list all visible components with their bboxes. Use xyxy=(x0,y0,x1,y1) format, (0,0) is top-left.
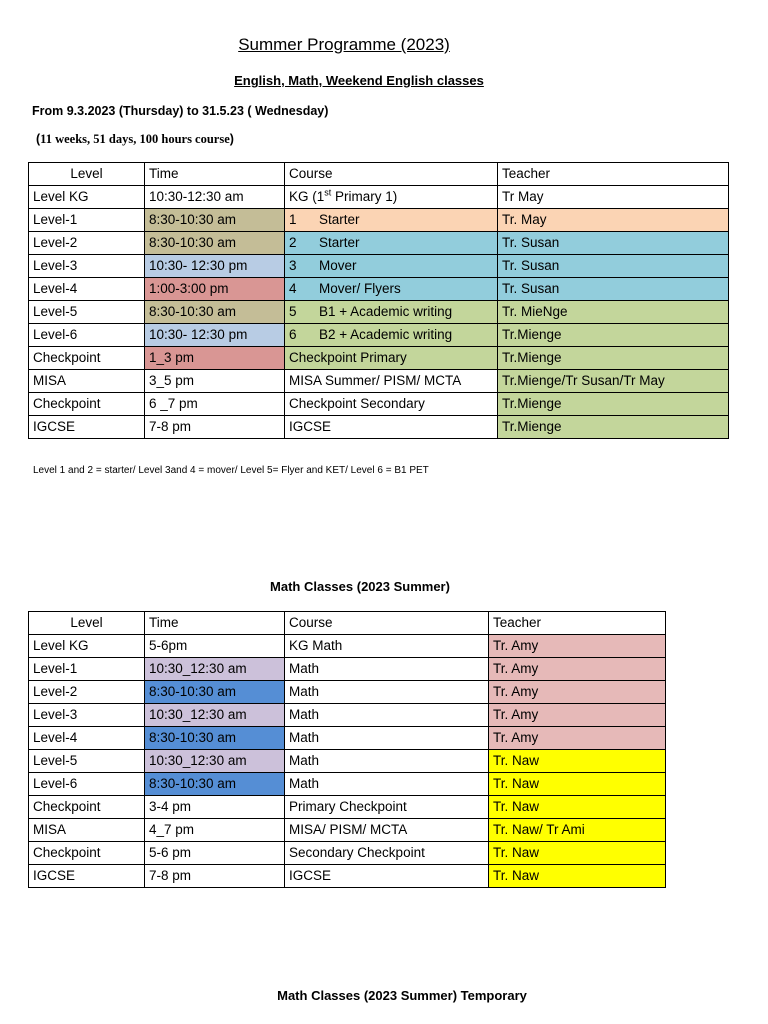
level-note: Level 1 and 2 = starter/ Level 3and 4 = mover/ Level 5= Flyer and KET/ Level 6 = B1 PET xyxy=(33,465,429,476)
teacher-cell: Tr. Naw xyxy=(489,773,666,796)
course-text: Mover/ Flyers xyxy=(319,281,401,296)
math-schedule-table xyxy=(28,611,666,888)
table-row xyxy=(29,842,666,865)
teacher-cell: Tr.Mienge xyxy=(498,324,729,347)
math-temporary-title: Math Classes (2023 Summer) Temporary xyxy=(277,988,527,1003)
teacher-cell: Tr.Mienge xyxy=(498,416,729,439)
course-cell: MISA/ PISM/ MCTA xyxy=(285,819,489,842)
time-cell: 8:30-10:30 am xyxy=(145,301,285,324)
course-duration-body: 11 weeks, 51 days, 100 hours course xyxy=(40,132,230,146)
course-text: B2 + Academic writing xyxy=(319,327,453,342)
level-cell: Level-4 xyxy=(29,278,145,301)
level-cell: Level-4 xyxy=(29,727,145,750)
level-cell: Level-6 xyxy=(29,324,145,347)
time-cell: 8:30-10:30 am xyxy=(145,773,285,796)
time-cell: 7-8 pm xyxy=(145,416,285,439)
teacher-cell: Tr. MieNge xyxy=(498,301,729,324)
table-row xyxy=(29,370,729,393)
table-row xyxy=(29,209,729,232)
page-subtitle: English, Math, Weekend English classes xyxy=(234,73,484,88)
table-header-row xyxy=(29,612,666,635)
course-text: Primary 1) xyxy=(331,189,398,204)
course-text: Starter xyxy=(319,212,360,227)
course-number: 1 xyxy=(289,212,297,227)
course-cell xyxy=(285,278,498,301)
math-section-title: Math Classes (2023 Summer) xyxy=(270,579,450,594)
course-cell xyxy=(285,209,498,232)
column-header: Teacher xyxy=(489,612,666,635)
time-cell: 5-6pm xyxy=(145,635,285,658)
table-row xyxy=(29,658,666,681)
column-header: Level xyxy=(29,163,145,186)
teacher-cell: Tr. Naw xyxy=(489,865,666,888)
course-number: 2 xyxy=(289,235,297,250)
course-cell xyxy=(285,301,498,324)
table-row xyxy=(29,301,729,324)
column-header: Level xyxy=(29,612,145,635)
table-row xyxy=(29,416,729,439)
table-header-row xyxy=(29,163,729,186)
course-cell: Primary Checkpoint xyxy=(285,796,489,819)
time-cell: 3-4 pm xyxy=(145,796,285,819)
table-row xyxy=(29,865,666,888)
level-cell: Level KG xyxy=(29,635,145,658)
teacher-cell: Tr. Naw xyxy=(489,796,666,819)
course-cell: Math xyxy=(285,750,489,773)
time-cell: 8:30-10:30 am xyxy=(145,681,285,704)
course-cell: Checkpoint Secondary xyxy=(285,393,498,416)
level-cell: Level-2 xyxy=(29,681,145,704)
level-cell: Checkpoint xyxy=(29,796,145,819)
course-cell: Math xyxy=(285,658,489,681)
table-row xyxy=(29,393,729,416)
course-cell: Math xyxy=(285,727,489,750)
teacher-cell: Tr.Mienge xyxy=(498,393,729,416)
time-cell: 8:30-10:30 am xyxy=(145,727,285,750)
teacher-cell: Tr May xyxy=(498,186,729,209)
table-row xyxy=(29,681,666,704)
time-cell: 10:30-12:30 am xyxy=(145,186,285,209)
time-cell: 5-6 pm xyxy=(145,842,285,865)
course-number: 6 xyxy=(289,327,297,342)
level-cell: Checkpoint xyxy=(29,347,145,370)
table-row xyxy=(29,186,729,209)
course-duration-open: ( xyxy=(36,132,41,146)
level-cell: IGCSE xyxy=(29,865,145,888)
teacher-cell: Tr. Amy xyxy=(489,658,666,681)
level-cell: Level KG xyxy=(29,186,145,209)
time-cell: 7-8 pm xyxy=(145,865,285,888)
level-cell: IGCSE xyxy=(29,416,145,439)
column-header: Course xyxy=(285,612,489,635)
level-cell: Level-1 xyxy=(29,209,145,232)
teacher-cell: Tr.Mienge/Tr Susan/Tr May xyxy=(498,370,729,393)
level-cell: Checkpoint xyxy=(29,393,145,416)
course-cell xyxy=(285,186,498,209)
level-cell: Level-5 xyxy=(29,750,145,773)
course-cell: Checkpoint Primary xyxy=(285,347,498,370)
course-duration-close: ) xyxy=(229,132,234,146)
course-number: 3 xyxy=(289,258,297,273)
column-header: Time xyxy=(145,163,285,186)
course-cell xyxy=(285,232,498,255)
time-cell: 1_3 pm xyxy=(145,347,285,370)
course-text: B1 + Academic writing xyxy=(319,304,453,319)
teacher-cell: Tr.Mienge xyxy=(498,347,729,370)
level-cell: Checkpoint xyxy=(29,842,145,865)
time-cell: 10:30_12:30 am xyxy=(145,704,285,727)
time-cell: 10:30_12:30 am xyxy=(145,750,285,773)
level-cell: Level-5 xyxy=(29,301,145,324)
time-cell: 3_5 pm xyxy=(145,370,285,393)
time-cell: 10:30- 12:30 pm xyxy=(145,255,285,278)
course-cell xyxy=(285,324,498,347)
table-row xyxy=(29,232,729,255)
teacher-cell: Tr. Naw xyxy=(489,842,666,865)
course-number: 4 xyxy=(289,281,297,296)
level-cell: Level-1 xyxy=(29,658,145,681)
column-header: Course xyxy=(285,163,498,186)
table-row xyxy=(29,796,666,819)
level-cell: MISA xyxy=(29,819,145,842)
course-cell: Secondary Checkpoint xyxy=(285,842,489,865)
date-range: From 9.3.2023 (Thursday) to 31.5.23 ( Wednesday) xyxy=(32,104,329,118)
course-cell: Math xyxy=(285,704,489,727)
teacher-cell: Tr. Susan xyxy=(498,255,729,278)
teacher-cell: Tr. Susan xyxy=(498,232,729,255)
course-number: 5 xyxy=(289,304,297,319)
teacher-cell: Tr. Naw xyxy=(489,750,666,773)
course-superscript: st xyxy=(324,187,332,198)
table-row xyxy=(29,324,729,347)
course-cell: Math xyxy=(285,773,489,796)
table-row xyxy=(29,704,666,727)
level-cell: Level-3 xyxy=(29,255,145,278)
time-cell: 8:30-10:30 am xyxy=(145,232,285,255)
table-row xyxy=(29,819,666,842)
table-row xyxy=(29,773,666,796)
time-cell: 6 _7 pm xyxy=(145,393,285,416)
level-cell: Level-2 xyxy=(29,232,145,255)
teacher-cell: Tr. Susan xyxy=(498,278,729,301)
teacher-cell: Tr. Amy xyxy=(489,635,666,658)
teacher-cell: Tr. Amy xyxy=(489,681,666,704)
course-text: Starter xyxy=(319,235,360,250)
course-text: Mover xyxy=(319,258,357,273)
teacher-cell: Tr. Amy xyxy=(489,727,666,750)
time-cell: 1:00-3:00 pm xyxy=(145,278,285,301)
level-cell: MISA xyxy=(29,370,145,393)
teacher-cell: Tr. Naw/ Tr Ami xyxy=(489,819,666,842)
level-cell: Level-6 xyxy=(29,773,145,796)
time-cell: 10:30- 12:30 pm xyxy=(145,324,285,347)
table-row xyxy=(29,750,666,773)
course-cell xyxy=(285,255,498,278)
time-cell: 4_7 pm xyxy=(145,819,285,842)
table-row xyxy=(29,727,666,750)
table-row xyxy=(29,347,729,370)
table-row xyxy=(29,635,666,658)
table-row xyxy=(29,278,729,301)
course-text: KG (1 xyxy=(289,189,325,204)
course-cell: Math xyxy=(285,681,489,704)
course-cell: KG Math xyxy=(285,635,489,658)
time-cell: 8:30-10:30 am xyxy=(145,209,285,232)
table-row xyxy=(29,255,729,278)
column-header: Time xyxy=(145,612,285,635)
teacher-cell: Tr. Amy xyxy=(489,704,666,727)
teacher-cell: Tr. May xyxy=(498,209,729,232)
course-duration xyxy=(36,132,234,147)
course-cell: MISA Summer/ PISM/ MCTA xyxy=(285,370,498,393)
course-cell: IGCSE xyxy=(285,865,489,888)
level-cell: Level-3 xyxy=(29,704,145,727)
course-cell: IGCSE xyxy=(285,416,498,439)
column-header: Teacher xyxy=(498,163,729,186)
page-title: Summer Programme (2023) xyxy=(238,35,450,54)
time-cell: 10:30_12:30 am xyxy=(145,658,285,681)
english-schedule-table xyxy=(28,162,729,439)
